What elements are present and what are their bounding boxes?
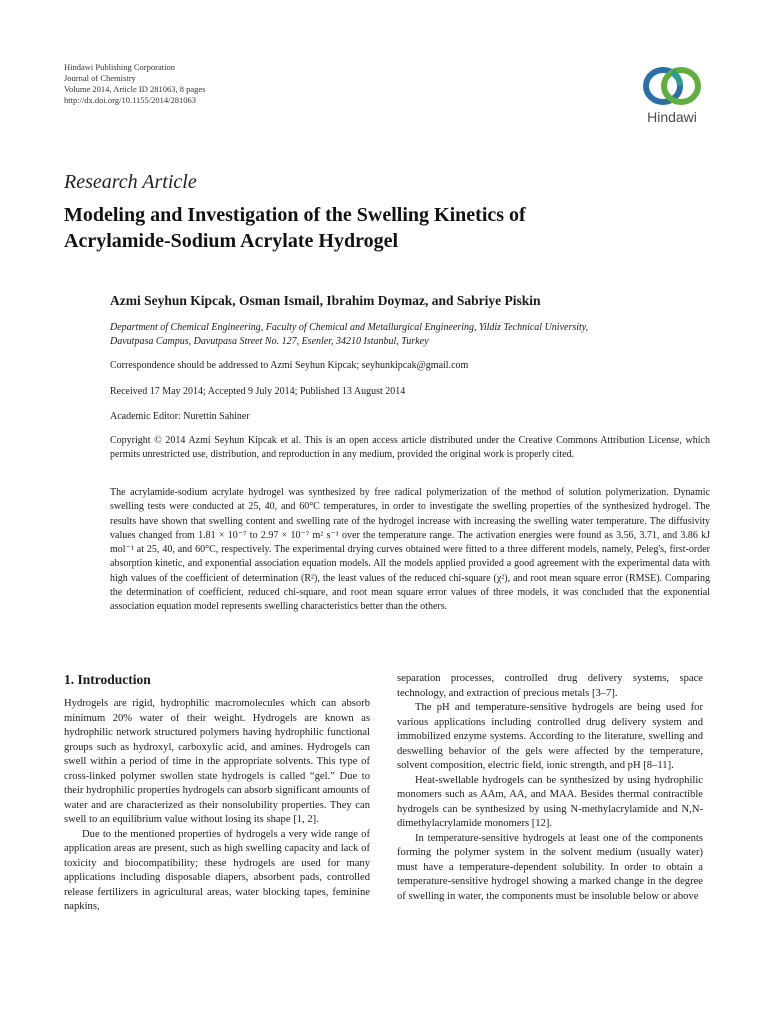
- title-line-2: Acrylamide-Sodium Acrylate Hydrogel: [64, 230, 399, 252]
- correspondence: Correspondence should be addressed to Azmi Seyhun Kipcak; seyhunkipcak@gmail.com: [110, 360, 469, 371]
- affiliation: [110, 321, 710, 349]
- copyright-notice: Copyright © 2014 Azmi Seyhun Kipcak et al. This is an open access article distributed under the Creative Commons Attribution License, which permits unrestricted use, distribution, and reproduction in any medium, provided the original work is properly cited.: [110, 435, 710, 460]
- left-column: [64, 697, 370, 915]
- publisher-name: Hindawi Publishing Corporation: [64, 62, 175, 72]
- affiliation-line-1: Department of Chemical Engineering, Faculty of Chemical and Metallurgical Engineering, Yildiz Technical University,: [110, 322, 589, 333]
- section-heading-introduction: 1. Introduction: [64, 672, 151, 687]
- author-list: Azmi Seyhun Kipcak, Osman Ismail, Ibrahim Doymaz, and Sabriye Piskin: [110, 293, 541, 308]
- volume-info: Volume 2014, Article ID 281063, 8 pages: [64, 84, 206, 94]
- title-line-1: Modeling and Investigation of the Swelling Kinetics of: [64, 204, 526, 226]
- abstract: The acrylamide-sodium acrylate hydrogel was synthesized by free radical polymerization of the method of solution polymerization. Dynamic swelling tests were conducted at 25, 40, and 60°C temperatures, in order to investigate the swelling properties of the synthesized hydrogel. The results have shown that swelling content and swelling rate of the hydrogel increase with increasing the swelling water temperature. The diffusivity values changed from 1.81 × 10⁻⁷ to 2.97 × 10⁻⁷ m² s⁻¹ over the temperature range. The activation energies were found as 3.56, 3.71, and 3.86 kJ mol⁻¹ at 25, 40, and 60°C, respectively. The experimental drying curves obtained were fitted to a three different models, namely, Peleg's, first-order absorption kinetic, and exponential association equation models. All the models applied provided a good agreement with the experimental data with high values of the coefficient of determination (R²), the least values of the reduced chi-square (χ²), and root mean square error (RMSE). Comparing the determination of coefficient, reduced chi-square, and root mean square error values of three models, it was concluded that the exponential association equation model represents swelling characteristics better than the others.: [110, 487, 710, 613]
- hindawi-logo-icon: [641, 64, 703, 108]
- logo-text: Hindawi: [647, 109, 697, 125]
- journal-header: [64, 62, 206, 106]
- paragraph: In temperature-sensitive hydrogels at least one of the components forming the polymer system in the solvent medium (usually water) must have a temperature-dependent solubility. In order to obtain a temperature-sensitive hydrogel showing a marked change in the degree of swelling in water, the components must be insoluble below or above: [397, 832, 703, 902]
- journal-name: Journal of Chemistry: [64, 73, 136, 83]
- paragraph: The pH and temperature-sensitive hydrogels are being used for various applications including controlled drug delivery system and immobilized enzyme systems. According to the literature, swelling and deswelling behavior of the gels were affected by the temperature, solvent composition, electric field, ionic strength, and pH [8–11].: [397, 702, 703, 771]
- right-column: [397, 672, 703, 904]
- paragraph: Hydrogels are rigid, hydrophilic macromolecules which can absorb minimum 20% water of their weight. Hydrogels are known as hydrophilic network structured polymers having hydrophilic functional groups such as hydroxyl, carboxylic acid, and amines. Hydrogels can swell within a period of time in the appropriate solvents. This type of cross-linked polymer swollen state hydrogels is called “gel.” Due to their hydrophilic properties hydrogels can absorb significant amounts of water and are characterized as their nonsolubility properties. They can swell to an equilibrium value without losing its shape [1, 2].: [64, 698, 370, 825]
- doi-link[interactable]: http://dx.doi.org/10.1155/2014/281063: [64, 95, 196, 105]
- academic-editor: Academic Editor: Nurettin Sahiner: [110, 411, 250, 422]
- paragraph: Heat-swellable hydrogels can be synthesized by using hydrophilic monomers such as AAm, AA, and MAA. Besides thermal contractible hydrogels can be synthesized by using N-methylacrylamide and N,N-dimethylacrylamide monomers [12].: [397, 774, 703, 829]
- article-title: [64, 202, 704, 254]
- publication-dates: Received 17 May 2014; Accepted 9 July 2014; Published 13 August 2014: [110, 386, 406, 397]
- paragraph: Due to the mentioned properties of hydrogels a very wide range of application areas are present, such as high swelling capacity and lack of toxicity and biocompatibility; these hydrogels are used for many applications including disposable diapers, absorbent pads, controlled release fertilizers in agricultural areas, water blocking tapes, feminine napkins,: [64, 828, 370, 912]
- affiliation-line-2: Davutpasa Campus, Davutpasa Street No. 127, Esenler, 34210 Istanbul, Turkey: [110, 336, 429, 347]
- article-type: Research Article: [64, 171, 197, 193]
- paragraph: separation processes, controlled drug delivery systems, space technology, and extraction of precious metals [3–7].: [397, 673, 703, 699]
- hindawi-logo[interactable]: [634, 64, 710, 136]
